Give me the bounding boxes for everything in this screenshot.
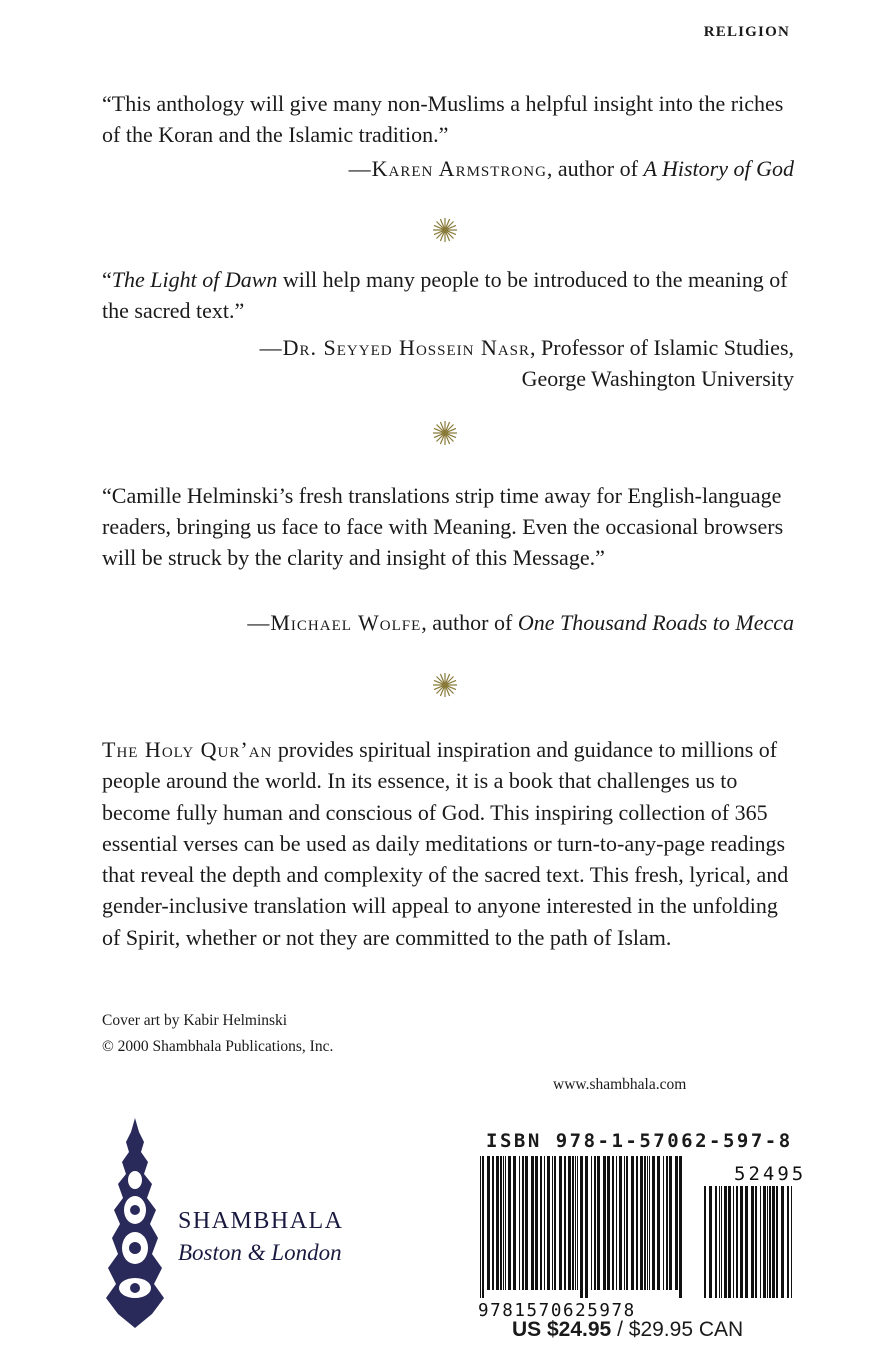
barcode-bar — [487, 1156, 490, 1290]
barcode-bar — [631, 1156, 634, 1290]
barcode-addon-bar — [772, 1186, 775, 1298]
barcode-addon-bar — [787, 1186, 789, 1298]
cover-art-credit: Cover art by Kabir Helminski — [102, 1012, 288, 1029]
quoted-book-title: The Light of Dawn — [111, 267, 278, 292]
barcode-addon-bar — [776, 1186, 778, 1298]
quote-armstrong — [102, 88, 794, 150]
attribution-name: —Karen Armstrong — [348, 156, 547, 181]
attribution-nasr — [260, 332, 794, 394]
attribution-institution: George Washington University — [521, 366, 794, 391]
barcode-bar — [544, 1156, 545, 1290]
barcode-addon-bar — [791, 1186, 792, 1298]
barcode-digits: 9781570625978 — [478, 1301, 636, 1321]
isbn-number: ISBN 978-1-57062-597-8 — [486, 1130, 793, 1152]
price-can: $29.95 CAN — [628, 1318, 744, 1341]
quote-text: will help many people to be introduced to the meaning of the sacred text.” — [102, 267, 788, 323]
barcode-bar — [594, 1156, 596, 1290]
barcode-bar — [644, 1156, 646, 1290]
barcode-bar — [554, 1156, 556, 1290]
barcode-bar — [503, 1156, 504, 1290]
attribution-armstrong — [349, 153, 794, 184]
quote-wolfe — [102, 480, 794, 573]
book-description — [102, 734, 794, 953]
ornament-star-icon — [430, 670, 460, 700]
barcode-bar — [525, 1156, 528, 1290]
barcode-bar — [492, 1156, 494, 1290]
attribution-name: —Michael Wolfe — [247, 610, 422, 635]
barcode-addon-bar — [736, 1186, 738, 1298]
barcode-addon-bar — [709, 1186, 712, 1298]
price-us: US $24.95 — [512, 1318, 612, 1341]
barcode-bar — [482, 1156, 484, 1298]
barcode-bar — [480, 1156, 481, 1298]
ornament-star-icon — [430, 418, 460, 448]
barcode-bar — [675, 1156, 678, 1290]
barcode-bar — [624, 1156, 625, 1290]
attribution-detail: , author of — [421, 610, 518, 635]
barcode-bar — [513, 1156, 516, 1290]
attribution-work: A History of God — [643, 156, 794, 181]
barcode-addon-bar — [745, 1186, 748, 1298]
barcode-bar — [522, 1156, 524, 1290]
barcode-bar — [603, 1156, 606, 1290]
barcode-bar — [663, 1156, 664, 1290]
barcode-addon-bar — [740, 1186, 743, 1298]
publisher-website[interactable]: www.shambhala.com — [553, 1076, 687, 1093]
barcode-addon-bar — [769, 1186, 771, 1298]
barcode-bar — [531, 1156, 534, 1290]
quote-open-mark: “ — [102, 267, 112, 292]
description-lead: The Holy Qur’an — [102, 737, 273, 762]
barcode-bar — [669, 1156, 672, 1290]
quote-text: “Camille Helminski’s fresh translations strip time away for English-language readers, bringing us face to face with Meaning. Even the occasional browsers will be struck by the clarity and insight of this Message.” — [102, 483, 784, 570]
barcode-bar — [508, 1156, 511, 1290]
description-text: provides spiritual inspiration and guidance to millions of people around the world. In its essence, it is a book that challenges us to become fully human and conscious of God. This inspiring collection of 365 essential verses can be used as daily meditations or turn-to-any-page readings that reveal the depth and complexity of the sacred text. This fresh, lyrical, and gender-inclusive translation will appeal to anyone interested in the unfolding of Spirit, whether or not they are committed to the path of Islam. — [102, 737, 789, 950]
barcode-addon-bar — [760, 1186, 761, 1298]
attribution-work: One Thousand Roads to Mecca — [517, 610, 794, 635]
attribution-name: —Dr. Seyyed Hossein Nasr — [259, 335, 531, 360]
barcode-addon-bar — [767, 1186, 768, 1298]
quote-text: “This anthology will give many non-Muslims a helpful insight into the riches of the Koran and the Islamic tradition.” — [102, 91, 784, 147]
barcode-bar — [580, 1156, 583, 1298]
barcode-bar — [572, 1156, 574, 1290]
barcode-bar — [647, 1156, 648, 1290]
barcode-bar — [568, 1156, 571, 1290]
barcode-addon-bar — [733, 1186, 734, 1298]
barcode-bar — [500, 1156, 502, 1290]
publisher-name: SHAMBHALA — [178, 1208, 344, 1234]
barcode-bar — [540, 1156, 542, 1290]
attribution-detail: , Professor of Islamic Studies, — [530, 335, 794, 360]
barcode-bar — [496, 1156, 499, 1290]
category-label: RELIGION — [703, 24, 790, 40]
attribution-detail: , author of — [546, 156, 644, 181]
barcode-addon-bar — [781, 1186, 784, 1298]
barcode-bar — [585, 1156, 588, 1298]
barcode-bar — [652, 1156, 655, 1290]
barcode-bar — [552, 1156, 553, 1290]
barcode-bar — [597, 1156, 600, 1290]
barcode-bar — [649, 1156, 650, 1290]
barcode-bar — [559, 1156, 562, 1290]
barcode-bar — [535, 1156, 538, 1290]
barcode-bar — [626, 1156, 628, 1290]
price-code: 52495 — [734, 1163, 807, 1185]
barcode-bar — [612, 1156, 614, 1290]
barcode-addon-bar — [715, 1186, 717, 1298]
barcode-bar — [679, 1156, 682, 1298]
barcode-bar — [564, 1156, 566, 1290]
barcode-bar — [547, 1156, 550, 1290]
barcode-bar — [575, 1156, 576, 1290]
barcode-addon-bar — [724, 1186, 727, 1298]
barcode-bar — [666, 1156, 668, 1290]
barcode-bar — [607, 1156, 610, 1290]
shambhala-logo-icon — [92, 1118, 178, 1328]
barcode-addon-bar — [728, 1186, 731, 1298]
barcode-bar — [505, 1156, 506, 1290]
barcode-bar — [657, 1156, 660, 1290]
quote-nasr — [102, 264, 794, 326]
ornament-star-icon — [430, 215, 460, 245]
barcode-addon-bar — [704, 1186, 706, 1298]
barcode-bar — [619, 1156, 622, 1290]
publisher-location: Boston & London — [178, 1240, 342, 1265]
barcode-bar — [636, 1156, 638, 1290]
barcode-addon-bar — [755, 1186, 757, 1298]
barcode-bar — [640, 1156, 643, 1290]
barcode-addon-bar — [721, 1186, 722, 1298]
barcode-bar — [577, 1156, 578, 1290]
barcode-addon-bar — [719, 1186, 720, 1298]
barcode-bar — [519, 1156, 520, 1290]
price-separator: / — [611, 1318, 629, 1341]
barcode-bar — [616, 1156, 617, 1290]
barcode-addon-bar — [751, 1186, 754, 1298]
attribution-wolfe — [247, 607, 794, 638]
price-label — [512, 1318, 743, 1342]
barcode-bar — [591, 1156, 592, 1290]
barcode — [478, 1156, 807, 1321]
copyright-notice: © 2000 Shambhala Publications, Inc. — [102, 1038, 334, 1055]
barcode-addon-bar — [763, 1186, 766, 1298]
